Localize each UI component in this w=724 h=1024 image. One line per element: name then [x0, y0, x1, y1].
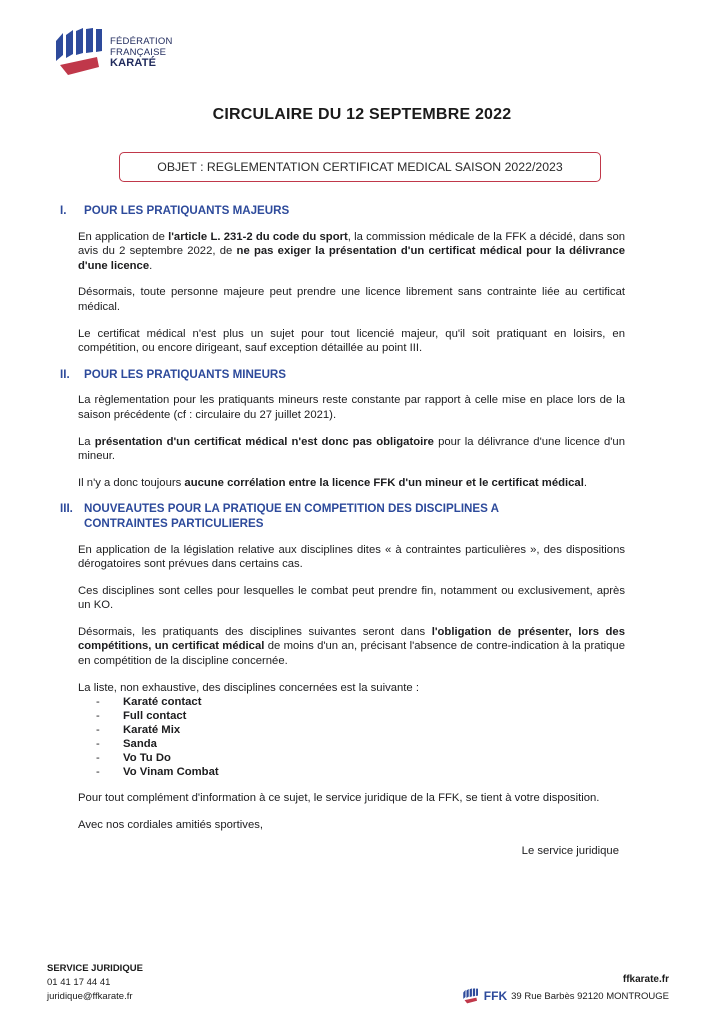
section-3-paragraph-4: La liste, non exhaustive, des disciplines concernées est la suivante : — [78, 681, 419, 694]
list-item: - Karaté Mix — [96, 724, 181, 737]
signature: Le service juridique — [521, 845, 619, 858]
footer-contact — [47, 962, 143, 1004]
section-1-heading — [60, 204, 625, 219]
list-item: - Sanda — [96, 738, 157, 751]
footer-address: 39 Rue Barbès 92120 MONTROUGE — [511, 990, 669, 1002]
objet-text: OBJET : REGLEMENTATION CERTIFICAT MEDICAL SAISON 2022/2023 — [157, 160, 563, 174]
list-item: - Full contact — [96, 710, 187, 723]
section-2-heading — [60, 368, 625, 383]
section-1-paragraph-3: Le certificat médical n'est plus un sujet pour tout licencié majeur, qu'il soit pratiquant en loisirs, en compétition, ou encore dirigeant, sauf exception détaillée au point III. — [78, 327, 625, 355]
section-3-number: III. — [60, 502, 73, 516]
logo-line-federation: FÉDÉRATION — [110, 35, 173, 47]
logo-text — [110, 36, 173, 69]
section-3-paragraph-2: Ces disciplines sont celles pour lesquelles le combat peut prendre fin, notamment ou exclusivement, après un KO. — [78, 584, 625, 612]
section-3-heading — [60, 502, 625, 531]
footer-service-title: SERVICE JURIDIQUE — [47, 963, 143, 974]
closing-paragraph: Pour tout complément d'information à ce sujet, le service juridique de la FFK, se tient à votre disposition. — [78, 792, 600, 805]
section-2-paragraph-1: La règlementation pour les pratiquants mineurs reste constante par rapport à celle mise en place lors de la saison précédente (cf : circulaire du 27 juillet 2021). — [78, 394, 625, 421]
closing-greeting: Avec nos cordiales amitiés sportives, — [78, 818, 264, 831]
section-2-paragraph-3: Il n'y a donc toujours aucune corrélation entre la licence FFK d'un mineur et le certificat médical. — [78, 476, 587, 489]
document-body — [60, 204, 625, 859]
footer-address-block — [459, 974, 669, 1004]
section-1-paragraph-1: En application de l'article L. 231-2 du code du sport, la commission médicale de la FFK a décidé, dans son avis du 2 septembre 2022, de ne pas exiger la présentation d'un certificat médical pour la délivrance d'une licence. — [78, 230, 626, 272]
disciplines-list — [96, 695, 625, 779]
logo-line-francaise: FRANÇAISE — [110, 46, 167, 58]
section-1-paragraph-2: Désormais, toute personne majeure peut prendre une licence librement sans contrainte liée au certificat médical. — [78, 286, 625, 313]
list-item: - Vo Vinam Combat — [96, 766, 219, 779]
page-title: CIRCULAIRE DU 12 SEPTEMBRE 2022 — [212, 106, 512, 123]
section-1-title: POUR LES PRATIQUANTS MAJEURS — [84, 204, 290, 217]
footer-brand: FFK — [483, 989, 508, 1003]
objet-box — [119, 152, 601, 182]
section-2-title: POUR LES PRATIQUANTS MINEURS — [84, 367, 287, 381]
ffk-logo — [50, 27, 173, 77]
section-3-paragraph-3: Désormais, les pratiquants des disciplines suivantes seront dans l'obligation de présenter, lors des compétitions, un certificat médical de moins d'un an, précisant l'absence de contre-indication à la pratique en compétition de la discipline concernée. — [78, 625, 625, 668]
section-1-number: I. — [60, 204, 67, 217]
footer-phone: 01 41 17 44 41 — [47, 977, 111, 988]
section-2-paragraph-2: La présentation d'un certificat médical n'est donc pas obligatoire pour la délivrance d'une licence d'un mineur. — [78, 435, 625, 463]
list-item: - Vo Tu Do — [96, 752, 171, 765]
footer-address-line — [459, 988, 669, 1004]
ffk-small-logo-icon — [459, 988, 481, 1004]
section-3-title: NOUVEAUTES POUR LA PRATIQUE EN COMPETITION DES DISCIPLINES A CONTRAINTES PARTICULIERES — [84, 502, 500, 530]
section-3-paragraph-1: En application de la législation relative aux disciplines dites « à contraintes particulières », des dispositions dérogatoires sont prévues dans certains cas. — [78, 543, 625, 571]
section-2-number: II. — [60, 367, 70, 381]
footer-email[interactable]: juridique@ffkarate.fr — [47, 991, 133, 1002]
ffk-logo-icon — [50, 27, 104, 77]
footer-website[interactable]: ffkarate.fr — [622, 974, 669, 985]
logo-line-karate: KARATÉ — [110, 56, 157, 69]
list-item: - Karaté contact — [96, 696, 202, 709]
